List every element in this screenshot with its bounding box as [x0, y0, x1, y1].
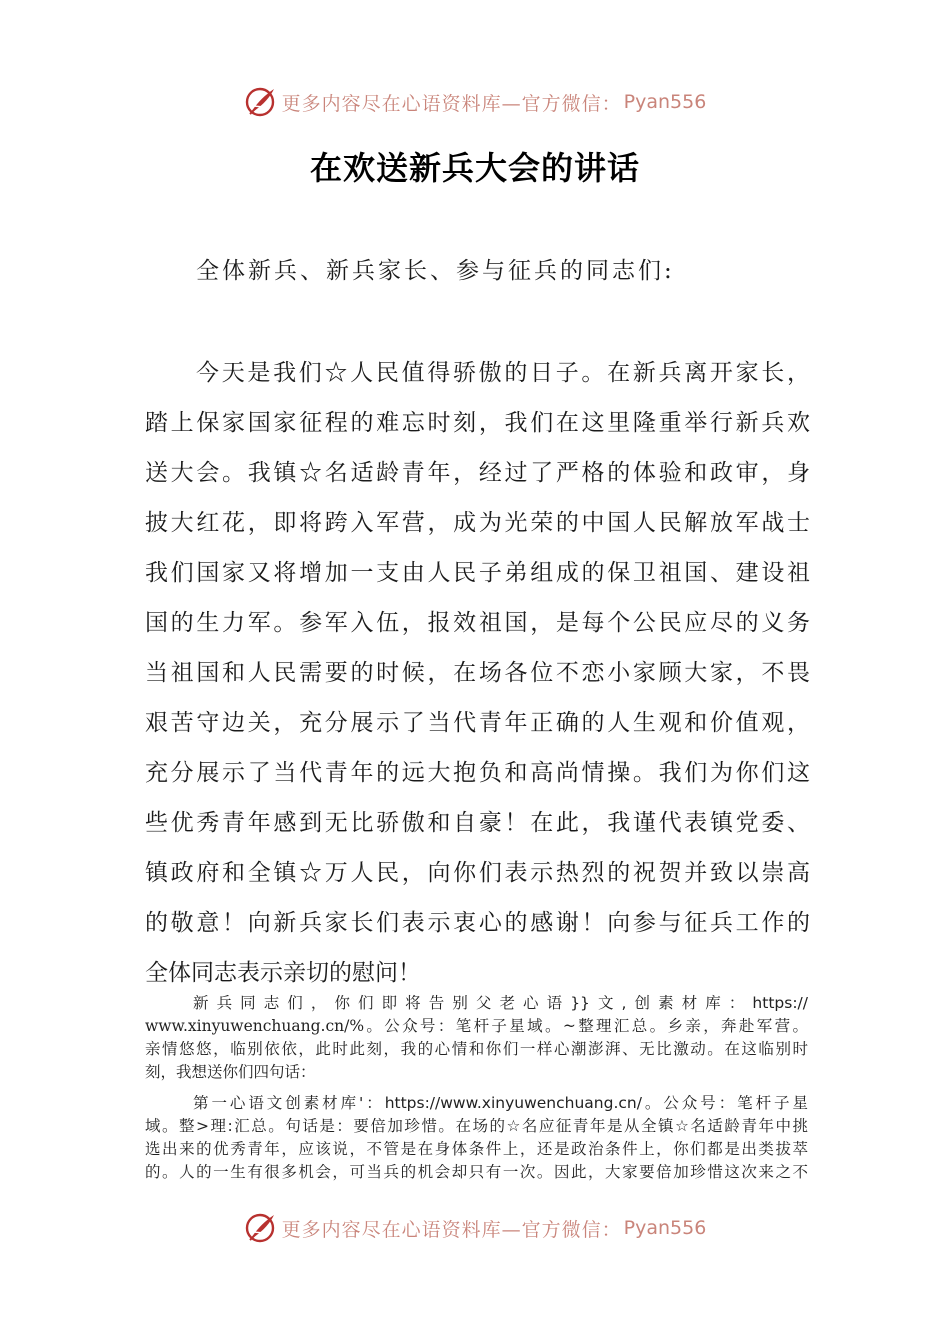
small-line: 亲情悠悠，临别依依，此时此刻，我的心情和你们一样心潮澎湃、无比激动。在这临别时 — [145, 1040, 808, 1058]
body-line: 今天是我们☆人民值得骄傲的日子。在新兵离开家长， — [196, 360, 810, 386]
small-line: 新兵同志们，你们即将告别父老心语}}文,创素材库：https:// — [193, 994, 808, 1012]
small-line: www.xinyuwenchuang.cn/%。公众号：笔杆子星域。~整理汇总。乡亲，奔赴军营。 — [145, 1017, 808, 1035]
document-title: 在欢送新兵大会的讲话 — [309, 149, 640, 187]
banner-text: 更多内容尽在心语资料库—官方微信： — [281, 1218, 622, 1241]
body-line: 全体同志表示亲切的慰问！ — [145, 960, 421, 986]
small-line: 的。人的一生有很多机会，可当兵的机会却只有一次。因此，大家要倍加珍惜这次来之不 — [145, 1163, 808, 1181]
body-line: 国的生力军。参军入伍，报效祖国，是每个公民应尽的义务 — [145, 610, 810, 636]
small-line: 第一心语文创素材库'：https://www.xinyuwenchuang.cn/。公众号：笔杆子星 — [193, 1094, 808, 1112]
banner-text: 更多内容尽在心语资料库—官方微信： — [281, 92, 622, 115]
salutation: 全体新兵、新兵家长、参与征兵的同志们: — [196, 258, 675, 284]
body-line: 踏上保家国家征程的难忘时刻，我们在这里隆重举行新兵欢 — [145, 410, 810, 436]
header-watermark-banner — [0, 82, 950, 122]
body-line: 我们国家又将增加一支由人民子弟组成的保卫祖国、建设祖 — [145, 560, 810, 586]
small-paragraph-first-point — [145, 1092, 808, 1184]
body-line: 送大会。我镇☆名适龄青年，经过了严格的体验和政审，身 — [145, 460, 810, 486]
body-line: 些优秀青年感到无比骄傲和自豪！在此，我谨代表镇党委、 — [145, 810, 810, 836]
footer-watermark-banner — [0, 1208, 950, 1248]
speech-paragraph — [145, 348, 810, 998]
body-line: 当祖国和人民需要的时候，在场各位不恋小家顾大家，不畏 — [145, 660, 810, 686]
banner-wechat-id: Pyan556 — [623, 1217, 707, 1239]
small-paragraph-farewell — [145, 992, 808, 1084]
body-line: 披大红花，即将跨入军营，成为光荣的中国人民解放军战士 — [145, 510, 810, 536]
quill-logo-icon — [244, 85, 278, 119]
body-line: 镇政府和全镇☆万人民，向你们表示热烈的祝贺并致以崇高 — [145, 860, 810, 886]
banner-wechat-id: Pyan556 — [623, 91, 707, 113]
small-line: 刻，我想送你们四句话： — [145, 1063, 316, 1081]
body-line: 艰苦守边关，充分展示了当代青年正确的人生观和价值观， — [145, 710, 810, 736]
small-line: 选出来的优秀青年，应该说，不管是在身体条件上，还是政治条件上，你们都是出类拔萃 — [145, 1140, 808, 1158]
body-line: 充分展示了当代青年的远大抱负和高尚情操。我们为你们这 — [145, 760, 810, 786]
quill-logo-icon — [244, 1211, 278, 1245]
small-line: 域。整>理:汇总。句话是：要倍加珍惜。在场的☆名应征青年是从全镇☆名适龄青年中挑 — [145, 1117, 808, 1135]
body-line: 的敬意！向新兵家长们表示衷心的感谢！向参与征兵工作的 — [145, 910, 810, 936]
